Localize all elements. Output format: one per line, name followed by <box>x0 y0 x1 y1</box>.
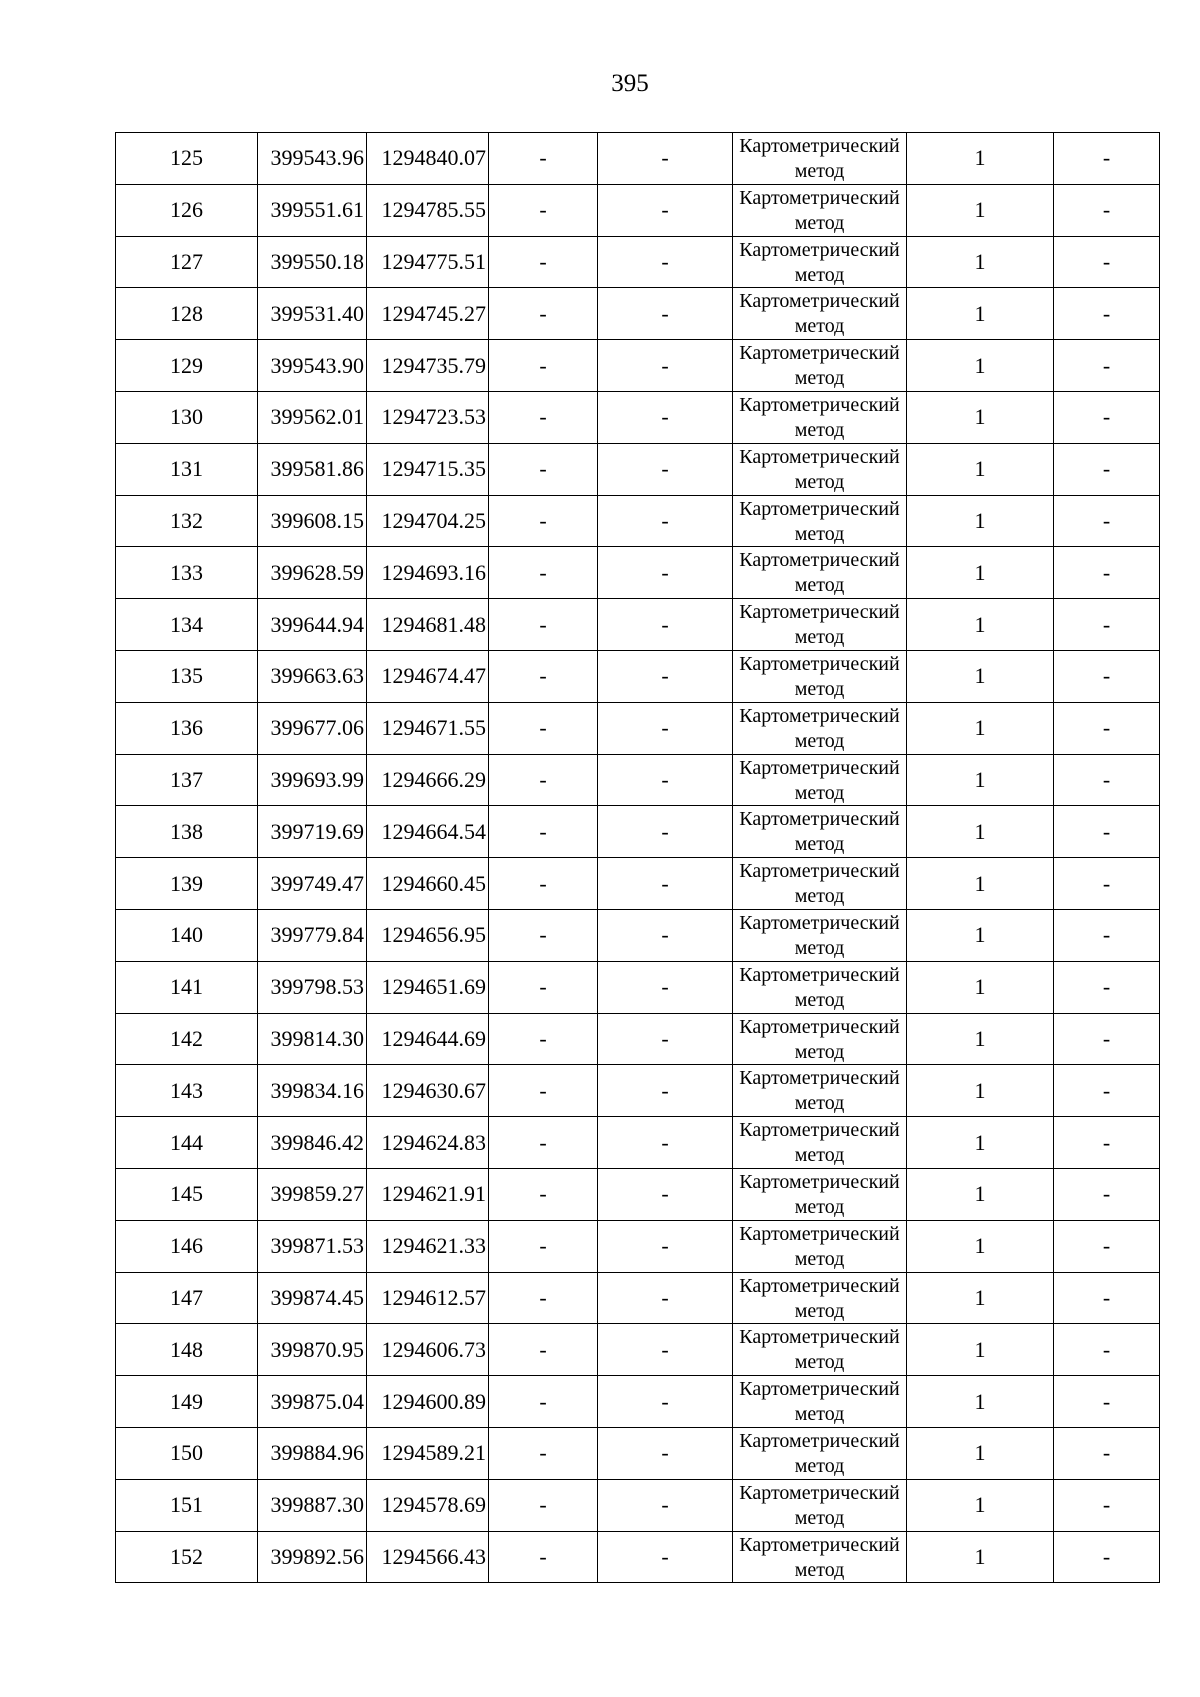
table-row <box>116 1065 1160 1117</box>
table-row <box>116 754 1160 806</box>
method-cell <box>733 754 907 806</box>
method-text: Картометрический метод <box>739 652 900 700</box>
column-5-cell: - <box>598 1117 733 1169</box>
method-text: Картометрический метод <box>739 1274 900 1322</box>
point-number-cell: 137 <box>116 754 258 806</box>
column-4-cell: - <box>489 599 598 651</box>
column-7-cell: 1 <box>907 495 1054 547</box>
y-coordinate-cell: 1294693.16 <box>367 547 489 599</box>
method-cell <box>733 1117 907 1169</box>
y-coordinate-cell: 1294612.57 <box>367 1272 489 1324</box>
method-text: Картометрический метод <box>739 601 900 649</box>
column-5-cell: - <box>598 702 733 754</box>
column-7-cell: 1 <box>907 909 1054 961</box>
column-8-cell: - <box>1054 236 1160 288</box>
x-coordinate-cell: 399550.18 <box>258 236 367 288</box>
column-4-cell: - <box>489 236 598 288</box>
column-8-cell: - <box>1054 1427 1160 1479</box>
column-4-cell: - <box>489 133 598 185</box>
method-text: Картометрический метод <box>739 1119 900 1167</box>
y-coordinate-cell: 1294715.35 <box>367 443 489 495</box>
column-4-cell: - <box>489 961 598 1013</box>
method-cell <box>733 133 907 185</box>
point-number-cell: 125 <box>116 133 258 185</box>
method-cell <box>733 1376 907 1428</box>
table-row <box>116 1168 1160 1220</box>
x-coordinate-cell: 399677.06 <box>258 702 367 754</box>
column-5-cell: - <box>598 443 733 495</box>
method-text: Картометрический метод <box>739 1429 900 1477</box>
column-8-cell: - <box>1054 806 1160 858</box>
column-5-cell: - <box>598 909 733 961</box>
method-text: Картометрический метод <box>739 1222 900 1270</box>
y-coordinate-cell: 1294660.45 <box>367 858 489 910</box>
column-4-cell: - <box>489 1427 598 1479</box>
y-coordinate-cell: 1294578.69 <box>367 1479 489 1531</box>
method-text: Картометрический метод <box>739 963 900 1011</box>
y-coordinate-cell: 1294566.43 <box>367 1531 489 1583</box>
point-number-cell: 144 <box>116 1117 258 1169</box>
column-7-cell: 1 <box>907 1168 1054 1220</box>
point-number-cell: 150 <box>116 1427 258 1479</box>
column-7-cell: 1 <box>907 961 1054 1013</box>
column-8-cell: - <box>1054 909 1160 961</box>
column-7-cell: 1 <box>907 599 1054 651</box>
column-4-cell: - <box>489 443 598 495</box>
column-5-cell: - <box>598 133 733 185</box>
table-row <box>116 547 1160 599</box>
method-cell <box>733 236 907 288</box>
column-4-cell: - <box>489 495 598 547</box>
table-row <box>116 443 1160 495</box>
column-8-cell: - <box>1054 133 1160 185</box>
x-coordinate-cell: 399870.95 <box>258 1324 367 1376</box>
point-number-cell: 133 <box>116 547 258 599</box>
point-number-cell: 134 <box>116 599 258 651</box>
method-cell <box>733 340 907 392</box>
column-8-cell: - <box>1054 1013 1160 1065</box>
column-7-cell: 1 <box>907 858 1054 910</box>
column-4-cell: - <box>489 184 598 236</box>
column-4-cell: - <box>489 1376 598 1428</box>
column-5-cell: - <box>598 340 733 392</box>
method-cell <box>733 184 907 236</box>
column-7-cell: 1 <box>907 1220 1054 1272</box>
method-text: Картометрический метод <box>739 1378 900 1426</box>
y-coordinate-cell: 1294656.95 <box>367 909 489 961</box>
method-cell <box>733 1065 907 1117</box>
method-text: Картометрический метод <box>739 135 900 182</box>
method-cell <box>733 495 907 547</box>
column-5-cell: - <box>598 1013 733 1065</box>
method-text: Картометрический метод <box>739 342 900 390</box>
point-number-cell: 129 <box>116 340 258 392</box>
point-number-cell: 127 <box>116 236 258 288</box>
x-coordinate-cell: 399608.15 <box>258 495 367 547</box>
method-text: Картометрический метод <box>739 1481 900 1529</box>
table-row <box>116 650 1160 702</box>
table-row <box>116 1479 1160 1531</box>
y-coordinate-cell: 1294589.21 <box>367 1427 489 1479</box>
y-coordinate-cell: 1294681.48 <box>367 599 489 651</box>
method-cell <box>733 599 907 651</box>
column-5-cell: - <box>598 961 733 1013</box>
table-body <box>116 133 1160 1583</box>
column-8-cell: - <box>1054 961 1160 1013</box>
column-8-cell: - <box>1054 443 1160 495</box>
method-cell <box>733 806 907 858</box>
column-7-cell: 1 <box>907 288 1054 340</box>
method-text: Картометрический метод <box>739 1170 900 1218</box>
column-5-cell: - <box>598 236 733 288</box>
point-number-cell: 145 <box>116 1168 258 1220</box>
column-7-cell: 1 <box>907 1065 1054 1117</box>
point-number-cell: 151 <box>116 1479 258 1531</box>
y-coordinate-cell: 1294745.27 <box>367 288 489 340</box>
method-cell <box>733 1427 907 1479</box>
column-7-cell: 1 <box>907 1117 1054 1169</box>
x-coordinate-cell: 399543.96 <box>258 133 367 185</box>
table-row <box>116 702 1160 754</box>
table-row <box>116 1531 1160 1583</box>
method-cell <box>733 961 907 1013</box>
column-5-cell: - <box>598 650 733 702</box>
y-coordinate-cell: 1294664.54 <box>367 806 489 858</box>
y-coordinate-cell: 1294606.73 <box>367 1324 489 1376</box>
y-coordinate-cell: 1294704.25 <box>367 495 489 547</box>
column-5-cell: - <box>598 599 733 651</box>
x-coordinate-cell: 399628.59 <box>258 547 367 599</box>
column-4-cell: - <box>489 1013 598 1065</box>
table-row <box>116 391 1160 443</box>
table-row <box>116 236 1160 288</box>
method-text: Картометрический метод <box>739 497 900 545</box>
method-text: Картометрический метод <box>739 808 900 856</box>
method-cell <box>733 1531 907 1583</box>
method-text: Картометрический метод <box>739 1533 900 1581</box>
x-coordinate-cell: 399779.84 <box>258 909 367 961</box>
column-8-cell: - <box>1054 1479 1160 1531</box>
column-7-cell: 1 <box>907 1531 1054 1583</box>
column-8-cell: - <box>1054 1220 1160 1272</box>
column-8-cell: - <box>1054 288 1160 340</box>
x-coordinate-cell: 399581.86 <box>258 443 367 495</box>
column-8-cell: - <box>1054 702 1160 754</box>
column-4-cell: - <box>489 340 598 392</box>
point-number-cell: 130 <box>116 391 258 443</box>
method-cell <box>733 1324 907 1376</box>
method-cell <box>733 909 907 961</box>
point-number-cell: 146 <box>116 1220 258 1272</box>
table-row <box>116 1272 1160 1324</box>
column-4-cell: - <box>489 1117 598 1169</box>
column-8-cell: - <box>1054 391 1160 443</box>
table-row <box>116 909 1160 961</box>
column-8-cell: - <box>1054 1065 1160 1117</box>
y-coordinate-cell: 1294785.55 <box>367 184 489 236</box>
point-number-cell: 139 <box>116 858 258 910</box>
x-coordinate-cell: 399859.27 <box>258 1168 367 1220</box>
column-7-cell: 1 <box>907 184 1054 236</box>
table-row <box>116 599 1160 651</box>
table-row <box>116 1376 1160 1428</box>
column-8-cell: - <box>1054 1272 1160 1324</box>
table-row <box>116 495 1160 547</box>
y-coordinate-cell: 1294674.47 <box>367 650 489 702</box>
method-cell <box>733 650 907 702</box>
column-7-cell: 1 <box>907 547 1054 599</box>
table-row <box>116 858 1160 910</box>
method-text: Картометрический метод <box>739 704 900 752</box>
column-7-cell: 1 <box>907 650 1054 702</box>
y-coordinate-cell: 1294644.69 <box>367 1013 489 1065</box>
method-cell <box>733 858 907 910</box>
column-5-cell: - <box>598 1479 733 1531</box>
column-4-cell: - <box>489 547 598 599</box>
x-coordinate-cell: 399531.40 <box>258 288 367 340</box>
x-coordinate-cell: 399892.56 <box>258 1531 367 1583</box>
column-7-cell: 1 <box>907 1013 1054 1065</box>
column-5-cell: - <box>598 1427 733 1479</box>
point-number-cell: 148 <box>116 1324 258 1376</box>
method-text: Картометрический метод <box>739 756 900 804</box>
y-coordinate-cell: 1294621.91 <box>367 1168 489 1220</box>
column-4-cell: - <box>489 391 598 443</box>
x-coordinate-cell: 399543.90 <box>258 340 367 392</box>
column-8-cell: - <box>1054 650 1160 702</box>
y-coordinate-cell: 1294630.67 <box>367 1065 489 1117</box>
column-5-cell: - <box>598 547 733 599</box>
column-8-cell: - <box>1054 547 1160 599</box>
column-8-cell: - <box>1054 340 1160 392</box>
method-text: Картометрический метод <box>739 445 900 493</box>
column-7-cell: 1 <box>907 340 1054 392</box>
column-7-cell: 1 <box>907 702 1054 754</box>
point-number-cell: 126 <box>116 184 258 236</box>
point-number-cell: 141 <box>116 961 258 1013</box>
table-row <box>116 806 1160 858</box>
method-text: Картометрический метод <box>739 549 900 597</box>
column-7-cell: 1 <box>907 1376 1054 1428</box>
column-7-cell: 1 <box>907 1427 1054 1479</box>
x-coordinate-cell: 399814.30 <box>258 1013 367 1065</box>
table-row <box>116 288 1160 340</box>
column-4-cell: - <box>489 858 598 910</box>
method-text: Картометрический метод <box>739 1326 900 1374</box>
column-8-cell: - <box>1054 1324 1160 1376</box>
column-7-cell: 1 <box>907 443 1054 495</box>
column-4-cell: - <box>489 909 598 961</box>
column-8-cell: - <box>1054 1531 1160 1583</box>
coordinates-table <box>115 132 1160 1583</box>
column-7-cell: 1 <box>907 391 1054 443</box>
point-number-cell: 128 <box>116 288 258 340</box>
column-8-cell: - <box>1054 754 1160 806</box>
column-8-cell: - <box>1054 495 1160 547</box>
point-number-cell: 142 <box>116 1013 258 1065</box>
y-coordinate-cell: 1294621.33 <box>367 1220 489 1272</box>
point-number-cell: 135 <box>116 650 258 702</box>
method-text: Картометрический метод <box>739 238 900 286</box>
x-coordinate-cell: 399871.53 <box>258 1220 367 1272</box>
column-7-cell: 1 <box>907 1479 1054 1531</box>
page-number: 395 <box>611 70 649 97</box>
x-coordinate-cell: 399846.42 <box>258 1117 367 1169</box>
column-5-cell: - <box>598 1531 733 1583</box>
method-cell <box>733 1479 907 1531</box>
method-cell <box>733 1168 907 1220</box>
method-cell <box>733 288 907 340</box>
column-7-cell: 1 <box>907 806 1054 858</box>
y-coordinate-cell: 1294671.55 <box>367 702 489 754</box>
x-coordinate-cell: 399663.63 <box>258 650 367 702</box>
column-5-cell: - <box>598 1272 733 1324</box>
column-4-cell: - <box>489 1065 598 1117</box>
table-row <box>116 184 1160 236</box>
column-4-cell: - <box>489 1220 598 1272</box>
column-7-cell: 1 <box>907 754 1054 806</box>
column-4-cell: - <box>489 702 598 754</box>
table-row <box>116 961 1160 1013</box>
table-row <box>116 133 1160 185</box>
y-coordinate-cell: 1294723.53 <box>367 391 489 443</box>
point-number-cell: 152 <box>116 1531 258 1583</box>
method-cell <box>733 702 907 754</box>
point-number-cell: 136 <box>116 702 258 754</box>
column-8-cell: - <box>1054 1168 1160 1220</box>
column-5-cell: - <box>598 1220 733 1272</box>
column-8-cell: - <box>1054 858 1160 910</box>
x-coordinate-cell: 399749.47 <box>258 858 367 910</box>
column-4-cell: - <box>489 650 598 702</box>
method-text: Картометрический метод <box>739 186 900 234</box>
column-8-cell: - <box>1054 1376 1160 1428</box>
x-coordinate-cell: 399874.45 <box>258 1272 367 1324</box>
x-coordinate-cell: 399551.61 <box>258 184 367 236</box>
column-7-cell: 1 <box>907 236 1054 288</box>
y-coordinate-cell: 1294840.07 <box>367 133 489 185</box>
y-coordinate-cell: 1294735.79 <box>367 340 489 392</box>
x-coordinate-cell: 399562.01 <box>258 391 367 443</box>
column-5-cell: - <box>598 184 733 236</box>
column-8-cell: - <box>1054 1117 1160 1169</box>
x-coordinate-cell: 399884.96 <box>258 1427 367 1479</box>
column-5-cell: - <box>598 858 733 910</box>
column-7-cell: 1 <box>907 133 1054 185</box>
column-5-cell: - <box>598 1168 733 1220</box>
method-cell <box>733 1220 907 1272</box>
table-row <box>116 1324 1160 1376</box>
method-cell <box>733 1013 907 1065</box>
table-row <box>116 1117 1160 1169</box>
column-7-cell: 1 <box>907 1324 1054 1376</box>
method-text: Картометрический метод <box>739 393 900 441</box>
column-5-cell: - <box>598 495 733 547</box>
column-5-cell: - <box>598 391 733 443</box>
y-coordinate-cell: 1294651.69 <box>367 961 489 1013</box>
x-coordinate-cell: 399644.94 <box>258 599 367 651</box>
point-number-cell: 131 <box>116 443 258 495</box>
method-cell <box>733 547 907 599</box>
x-coordinate-cell: 399887.30 <box>258 1479 367 1531</box>
point-number-cell: 140 <box>116 909 258 961</box>
method-text: Картометрический метод <box>739 1067 900 1115</box>
x-coordinate-cell: 399834.16 <box>258 1065 367 1117</box>
table-row <box>116 1013 1160 1065</box>
y-coordinate-cell: 1294775.51 <box>367 236 489 288</box>
column-4-cell: - <box>489 288 598 340</box>
table-row <box>116 340 1160 392</box>
column-5-cell: - <box>598 288 733 340</box>
table-row <box>116 1427 1160 1479</box>
column-7-cell: 1 <box>907 1272 1054 1324</box>
point-number-cell: 143 <box>116 1065 258 1117</box>
point-number-cell: 132 <box>116 495 258 547</box>
column-5-cell: - <box>598 754 733 806</box>
column-4-cell: - <box>489 1324 598 1376</box>
column-4-cell: - <box>489 754 598 806</box>
point-number-cell: 147 <box>116 1272 258 1324</box>
point-number-cell: 138 <box>116 806 258 858</box>
column-5-cell: - <box>598 1376 733 1428</box>
column-4-cell: - <box>489 1168 598 1220</box>
method-cell <box>733 391 907 443</box>
y-coordinate-cell: 1294600.89 <box>367 1376 489 1428</box>
method-text: Картометрический метод <box>739 290 900 338</box>
column-4-cell: - <box>489 1479 598 1531</box>
method-text: Картометрический метод <box>739 911 900 959</box>
x-coordinate-cell: 399719.69 <box>258 806 367 858</box>
y-coordinate-cell: 1294666.29 <box>367 754 489 806</box>
method-text: Картометрический метод <box>739 860 900 908</box>
column-5-cell: - <box>598 1065 733 1117</box>
table-row <box>116 1220 1160 1272</box>
column-8-cell: - <box>1054 599 1160 651</box>
method-cell <box>733 443 907 495</box>
column-4-cell: - <box>489 806 598 858</box>
column-4-cell: - <box>489 1531 598 1583</box>
point-number-cell: 149 <box>116 1376 258 1428</box>
x-coordinate-cell: 399798.53 <box>258 961 367 1013</box>
x-coordinate-cell: 399875.04 <box>258 1376 367 1428</box>
column-8-cell: - <box>1054 184 1160 236</box>
y-coordinate-cell: 1294624.83 <box>367 1117 489 1169</box>
x-coordinate-cell: 399693.99 <box>258 754 367 806</box>
method-cell <box>733 1272 907 1324</box>
method-text: Картометрический метод <box>739 1015 900 1063</box>
column-4-cell: - <box>489 1272 598 1324</box>
column-5-cell: - <box>598 1324 733 1376</box>
column-5-cell: - <box>598 806 733 858</box>
